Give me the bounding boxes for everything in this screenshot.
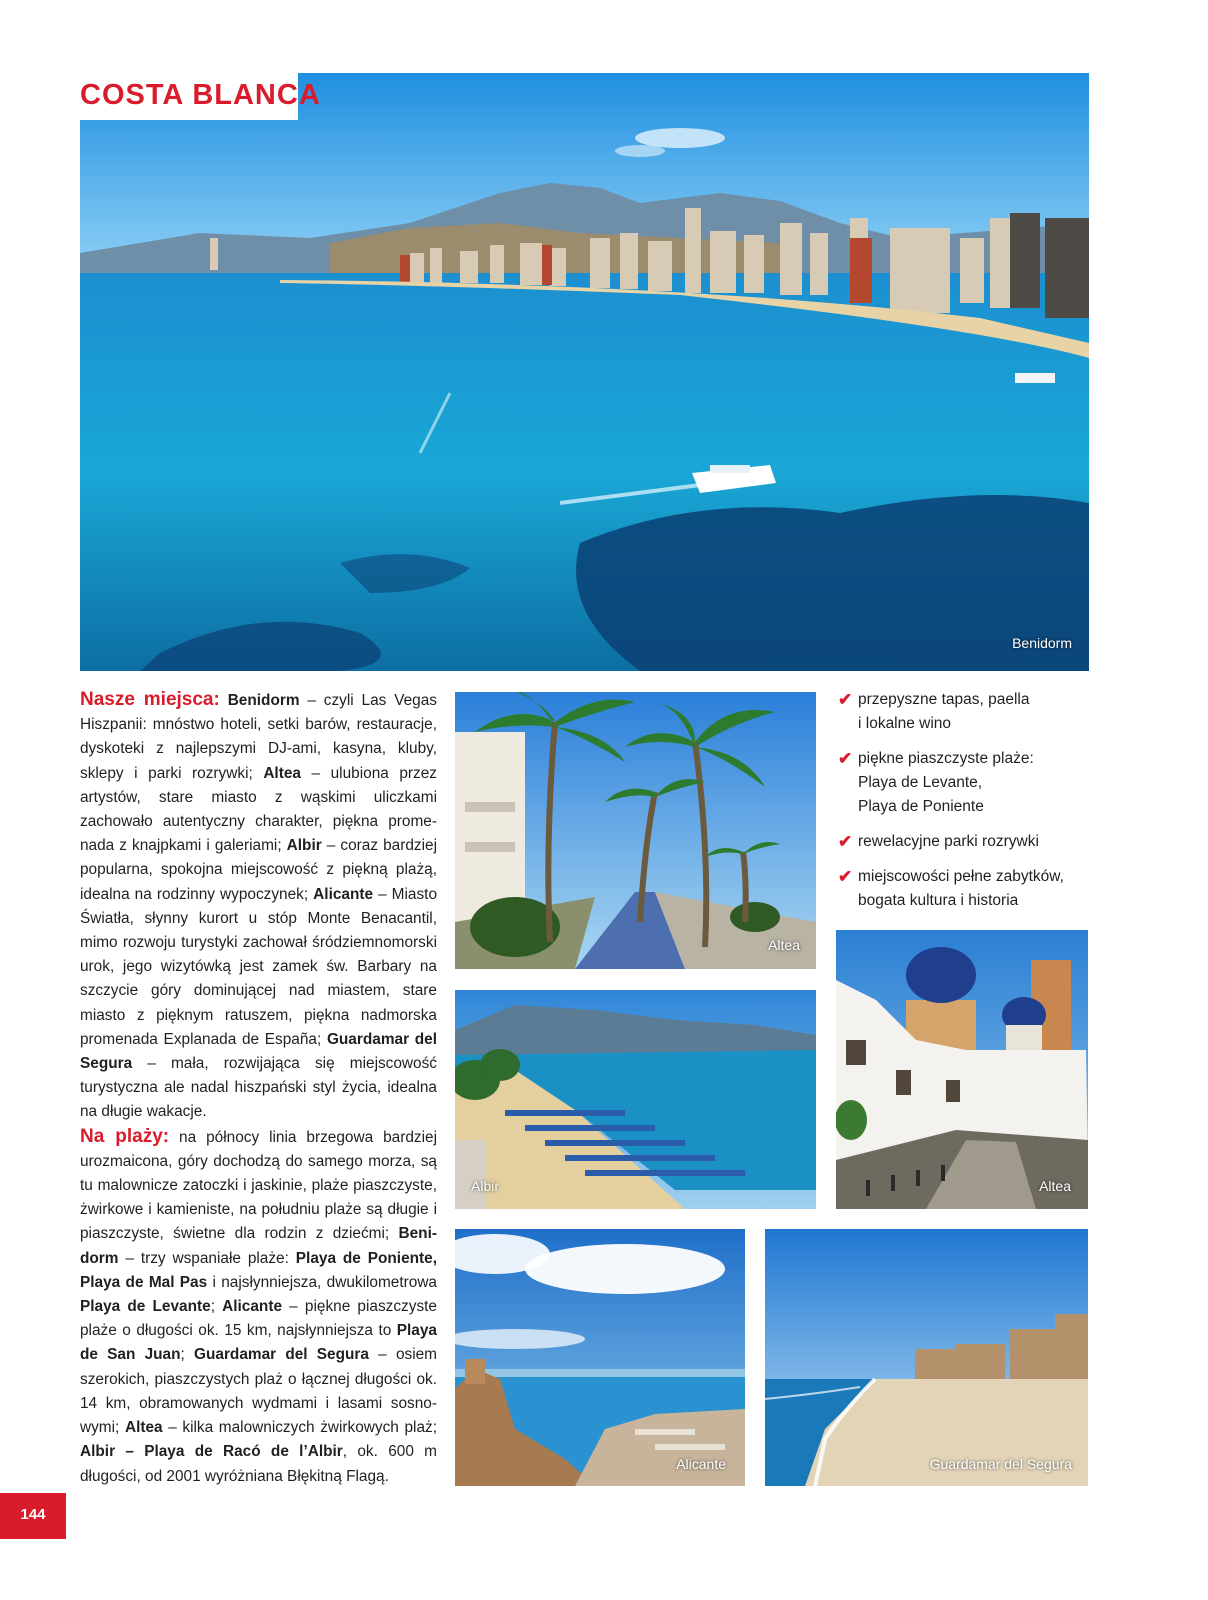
check-icon: ✔ <box>838 867 853 886</box>
title-box <box>80 73 321 120</box>
check-icon: ✔ <box>838 749 853 768</box>
highlight-item: ✔ przepyszne tapas, paella i lokalne wino <box>838 690 1030 732</box>
photo-caption-benidorm: Benidorm <box>1012 635 1072 651</box>
check-icon: ✔ <box>838 832 853 851</box>
photo-caption-alicante: Alicante <box>676 1456 726 1472</box>
page-title: COSTA BLANCA <box>80 79 321 111</box>
photo-guardamar <box>765 1229 1088 1486</box>
section-lead-beach: Na plaży: <box>80 1125 170 1147</box>
article-text <box>80 688 437 1489</box>
photo-caption-altea-2: Altea <box>1039 1178 1071 1194</box>
page-number-box <box>0 1493 66 1539</box>
photo-altea-old-town <box>836 930 1088 1209</box>
photo-albir-beach <box>455 990 816 1209</box>
page-number: 144 <box>20 1506 46 1523</box>
photo-altea-promenade <box>455 692 816 969</box>
photo-caption-altea-1: Altea <box>768 937 800 953</box>
hero-photo-benidorm <box>80 73 1089 671</box>
check-icon: ✔ <box>838 690 853 709</box>
paragraph-beach: Na plaży: na północy linia brzegowa bardziej urozmaicona, góry dochodzą do samego morza, są tu malownicze zatoczki i jaskinie, plaże piaszczyste, żwirkowe i kamieniste, na południu plaże są długie i piaszczyste, świetne dla rodzin z dziećmi; Benidorm – trzy wspaniałe plaże: Playa de Poniente, Playa de Mal Pas i najsłynniejsza, dwukilometrowa Playa de Levante; Alicante – piękne piaszczyste plaże o długości ok. 15 km, najsłynniejsza to Playa de San Juan; Guardamar del Segura – osiem szerokich, piaszczystych plaż o łącznej długości ok. 14 km, obramowanych wydmami i lasami sosnowymi; Altea – kilka malowniczych żwirkowych plaż; Albir – Playa de Racó de l’Albir, ok. 600 m długości, od 2001 wyróżniana Błękitną Flagą. <box>80 1125 437 1485</box>
highlight-item: ✔ miejscowości pełne zabytków, bogata kultura i historia <box>838 867 1064 909</box>
highlight-item: ✔ rewelacyjne parki rozrywki <box>838 830 1108 854</box>
photo-caption-guardamar: Guardamar del Segura <box>929 1456 1072 1472</box>
photo-alicante <box>455 1229 745 1486</box>
paragraph-places: Nasze miejsca: Benidorm – czyli Las Vegas Hiszpanii: mnóstwo hoteli, setki barów, restauracje, dyskoteki z najlepszymi DJ-ami, kasyna, kluby, sklepy i parki rozrywki; Altea – ulubiona przez artystów, stare miasto z wąskimi uliczkami zachowało autentyczny charakter, piękna promenada z knajpkami i galeriami; Albir – coraz bardziej popularna, spokojna miejscowość z piękną plażą, idealna na rodzinny wypoczynek; Alicante – Miasto Światła, słynny kurort u stóp Monte Benacantil, mimo rozwoju turystyki zachował śródziemnomorski urok, jego wizytówką jest zamek św. Barbary na szczycie góry dominującej nad miastem, stare miasto z pięknym ratuszem, piękna nadmorska promenada Explanada de España; Guardamar del Segura – mała, rozwijająca się miejscowość turystyczna ale nadal hiszpański styl życia, idealna na długie wakacje. <box>80 689 437 1121</box>
photo-caption-albir: Albir <box>471 1178 500 1194</box>
highlight-item: ✔ piękne piaszczyste plaże: Playa de Levante, Playa de Poniente <box>838 749 1034 815</box>
highlights-list <box>838 688 1108 924</box>
section-lead-places: Nasze miejsca: <box>80 689 220 710</box>
